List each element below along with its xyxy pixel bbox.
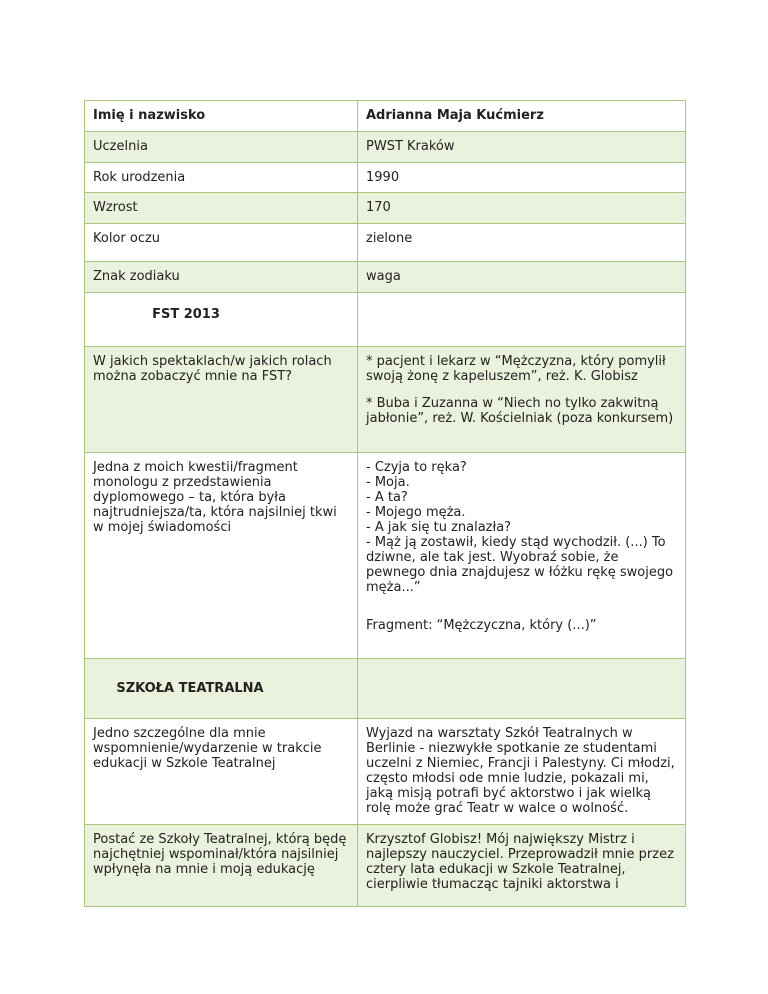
person-label: Postać ze Szkoły Teatralnej, którą będę najchętniej wspominał/która najsilniej wpłynęła na mnie i moją edukację: [85, 825, 358, 907]
monologue-label: Jedna z moich kwestii/fragment monologu z przedstawienia dyplomowego – ta, która była najtrudniejsza/ta, która najsilniej tkwi w mojej świadomości: [85, 453, 358, 659]
memory-label: Jedno szczególne dla mnie wspomnienie/wydarzenie w trakcie edukacji w Szkole Teatralnej: [85, 719, 358, 825]
performance-item-2: * Buba i Zuzanna w “Niech no tylko zakwitną jabłonie”, reż. W. Kościelniak (poza konkursem): [366, 396, 674, 426]
monologue-line: - Czyja to ręka?: [366, 460, 467, 475]
row-performances: [85, 347, 686, 453]
zodiac-label: Znak zodiaku: [85, 262, 358, 293]
monologue-line: - Moja.: [366, 475, 410, 490]
monologue-line: - Mąż ją zostawił, kiedy stąd wychodził. (...) To dziwne, ale tak jest. Wyobraź sobie, że pewnego dnia znajdujesz w łóżku rękę swojego męża...”: [366, 535, 674, 595]
section-fst-empty: [358, 293, 686, 347]
row-eye-color: [85, 224, 686, 262]
row-zodiac: [85, 262, 686, 293]
row-height: [85, 193, 686, 224]
row-section-fst: [85, 293, 686, 347]
monologue-line: - A jak się tu znalazła?: [366, 520, 512, 535]
performance-item-1: * pacjent i lekarz w “Mężczyzna, który pomylił swoją żonę z kapeluszem”, reż. K. Globisz: [366, 354, 666, 384]
school-value: PWST Kraków: [358, 132, 686, 163]
row-name: [85, 101, 686, 132]
zodiac-value: waga: [358, 262, 686, 293]
name-value: Adrianna Maja Kućmierz: [358, 101, 686, 132]
row-memory: [85, 719, 686, 825]
eye-color-value: zielone: [358, 224, 686, 262]
monologue-line: - Mojego męża.: [366, 505, 466, 520]
birth-year-value: 1990: [358, 163, 686, 193]
monologue-source: Fragment: “Mężczyczna, który (...)”: [366, 618, 597, 633]
monologue-line: - A ta?: [366, 490, 408, 505]
person-value: Krzysztof Globisz! Mój największy Mistrz i najlepszy nauczyciel. Przeprowadził mnie przez cztery lata edukacji w Szkole Teatralnej, cierpliwie tłumacząc tajniki aktorstwa i: [358, 825, 686, 907]
birth-year-label: Rok urodzenia: [85, 163, 358, 193]
name-label: Imię i nazwisko: [85, 101, 358, 132]
performances-label: W jakich spektaklach/w jakich rolach można zobaczyć mnie na FST?: [85, 347, 358, 453]
section-school-empty: [358, 659, 686, 719]
row-person: [85, 825, 686, 907]
row-birth-year: [85, 163, 686, 193]
eye-color-label: Kolor oczu: [85, 224, 358, 262]
row-monologue: [85, 453, 686, 659]
row-section-school: [85, 659, 686, 719]
height-value: 170: [358, 193, 686, 224]
performances-value: [358, 347, 686, 453]
memory-value: Wyjazd na warsztaty Szkół Teatralnych w Berlinie - niezwykłe spotkanie ze studentami uczelni z Niemiec, Francji i Palestyny. Ci młodzi, często młodsi ode mnie ludzie, pokazali mi, jaką misją potrafi być aktorstwo i jak wielką rolę może grać Teatr w walce o wolność.: [358, 719, 686, 825]
row-school: [85, 132, 686, 163]
monologue-value: [358, 453, 686, 659]
height-label: Wzrost: [85, 193, 358, 224]
school-label: Uczelnia: [85, 132, 358, 163]
section-fst-title: FST 2013: [85, 293, 358, 347]
section-school-title: SZKOŁA TEATRALNA: [85, 659, 358, 719]
profile-table: [84, 100, 686, 907]
